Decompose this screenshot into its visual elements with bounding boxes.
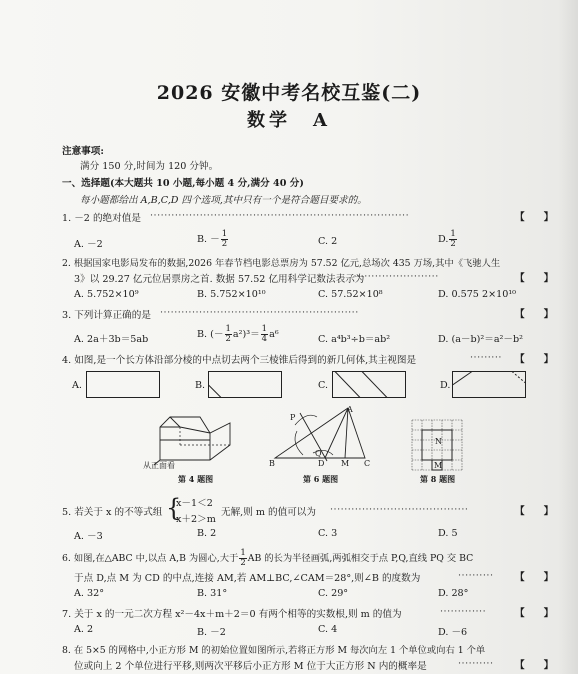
q5-option-b: B. 2 — [197, 528, 217, 539]
q5-system-line2: x＋2＞m — [176, 514, 216, 525]
section-instruction: 每小题都给出 A,B,C,D 四个选项,其中只有一个是符合题目要求的。 — [80, 195, 367, 206]
q2-option-b: B. 5.752×10¹⁰ — [197, 289, 266, 300]
q1-answer-bracket: 【 】 — [515, 212, 554, 223]
q7-option-d: D. －6 — [438, 627, 468, 638]
q2-dots: ························· — [350, 271, 439, 282]
q4-dots: ········· — [470, 352, 502, 363]
q8-answer-bracket: 【 】 — [515, 660, 554, 671]
q4-stem: 4. 如图,是一个长方体沿部分棱的中点切去两个三棱锥后得到的新几何体,其主视图是 — [62, 355, 417, 366]
q3-dots: ························································ — [160, 307, 359, 318]
q8-line1: 8. 在 5×5 的网格中,小正方形 M 的初始位置如图所示,若将正方形 M 每次向左 1 个单位或向右 1 个单 — [62, 645, 486, 656]
q5-system-line1: x－1＜2 — [176, 498, 213, 509]
q4-option-c-label: C. — [318, 380, 329, 391]
q2-option-d: D. 0.575 2×10¹⁰ — [438, 289, 517, 300]
q4-option-d-label: D. — [440, 380, 451, 391]
q2-option-a: A. 5.752×10⁹ — [74, 289, 139, 300]
q1-option-b: B. － $\frac{1}{2}$ — [197, 229, 228, 249]
q6-option-a: A. 32° — [74, 588, 105, 599]
q4-option-b-label: B. — [195, 380, 206, 391]
page-title: 2026 安徽中考名校互鉴(二) — [156, 82, 422, 104]
q5-option-d: D. 5 — [438, 528, 458, 539]
q6-dots: ·········· — [458, 570, 494, 581]
q3-option-b: B. (－ $\frac{1}{2}$ a²)³＝ $\frac{1}{4}$ a⁶ — [197, 324, 279, 344]
page-subtitle: 数学 A — [247, 110, 331, 131]
q1-option-c: C. 2 — [318, 236, 338, 247]
q4-option-d-figure — [452, 371, 527, 399]
figure-6-triangle — [265, 403, 385, 465]
figure-8-caption: 第 8 题图 — [420, 474, 456, 484]
figure-8-label-n: N — [435, 437, 442, 446]
q3-option-c: C. a⁴b³÷b＝ab² — [318, 334, 391, 345]
q1-option-d: D. $\frac{1}{2}$ — [438, 229, 456, 249]
figure-4-front-label: 从正面看 — [143, 461, 175, 470]
figure-6-point-p: P — [290, 413, 296, 422]
figure-6-point-a: A — [347, 405, 353, 414]
figure-6-point-d: D — [318, 459, 325, 468]
notes-line: 满分 150 分,时间为 120 分钟。 — [80, 161, 219, 172]
figure-8-label-m: M — [434, 461, 443, 470]
q5-option-a: A. －3 — [74, 531, 103, 542]
q2-answer-bracket: 【 】 — [515, 273, 554, 284]
q8-dots: ·········· — [458, 658, 494, 669]
section-heading: 一、选择题(本大题共 10 小题,每小题 4 分,满分 40 分) — [62, 178, 304, 189]
q5-stem-suffix: 无解,则 m 的值可以为 — [221, 507, 316, 518]
q7-option-b: B. －2 — [197, 627, 226, 638]
figure-6-point-b: B — [269, 459, 275, 468]
q6-option-b: B. 31° — [197, 588, 228, 599]
q7-answer-bracket: 【 】 — [515, 608, 554, 619]
q5-stem-prefix: 5. 若关于 x 的不等式组 — [62, 507, 163, 518]
figure-6-caption: 第 6 题图 — [303, 474, 339, 484]
q4-option-a-figure — [86, 371, 161, 399]
q6-line1: 6. 如图,在△ABC 中,以点 A,B 为圆心,大于 $\frac{1}{2}$ AB 的长为半径画弧,两弧相交于点 P,Q,直线 PQ 交 BC — [62, 548, 474, 568]
q3-stem: 3. 下列计算正确的是 — [62, 310, 151, 321]
figure-4-caption: 第 4 题图 — [178, 474, 214, 484]
q5-option-c: C. 3 — [318, 528, 338, 539]
figure-6-point-c: C — [364, 459, 371, 468]
q6-option-d: D. 28° — [438, 588, 469, 599]
q2-option-c: C. 57.52×10⁸ — [318, 289, 383, 300]
q7-option-a: A. 2 — [74, 624, 94, 635]
q1-option-a: A. －2 — [74, 239, 103, 250]
q7-option-c: C. 4 — [318, 624, 338, 635]
q4-option-b-figure — [208, 371, 283, 399]
q2-line2: 3》以 29.27 亿元位居票房之首. 数据 57.52 亿用科学记数法表示为 — [74, 274, 365, 285]
q5-dots: ······································· — [330, 504, 469, 515]
q6-option-c: C. 29° — [318, 588, 349, 599]
q6-answer-bracket: 【 】 — [515, 572, 554, 583]
figure-6-point-m: M — [341, 459, 350, 468]
figure-4-solid — [150, 405, 245, 465]
q5-brace: { — [166, 494, 182, 522]
q1-stem: 1. －2 的绝对值是 — [62, 213, 141, 224]
q3-answer-bracket: 【 】 — [515, 309, 554, 320]
q4-answer-bracket: 【 】 — [515, 354, 554, 365]
q1-dots: ········································································· — [150, 210, 410, 221]
q7-stem: 7. 关于 x 的一元二次方程 x²－4x＋m＋2＝0 有两个相等的实数根,则 m 的值为 — [62, 609, 402, 620]
notes-heading: 注意事项: — [62, 146, 104, 157]
q7-dots: ············· — [440, 606, 487, 617]
q4-option-c-figure — [332, 371, 407, 399]
q8-line2: 位或向上 2 个单位进行平移,则两次平移后小正方形 M 位于大正方形 N 内的概率是 — [74, 661, 427, 672]
q2-line1: 2. 根据国家电影局发布的数据,2026 年春节档电影总票房为 57.52 亿元,总场次 435 万场,其中《飞驰人生 — [62, 258, 501, 269]
q5-answer-bracket: 【 】 — [515, 506, 554, 517]
q3-option-a: A. 2a＋3b＝5ab — [74, 334, 149, 345]
q6-line2: 于点 D,点 M 为 CD 的中点,连接 AM,若 AM⊥BC,∠CAM＝28°,则∠B 的度数为 — [74, 573, 421, 584]
q4-option-a-label: A. — [72, 380, 82, 391]
q3-option-d: D. (a－b)²＝a²－b² — [438, 334, 523, 345]
figure-6-point-q: Q — [315, 449, 322, 458]
